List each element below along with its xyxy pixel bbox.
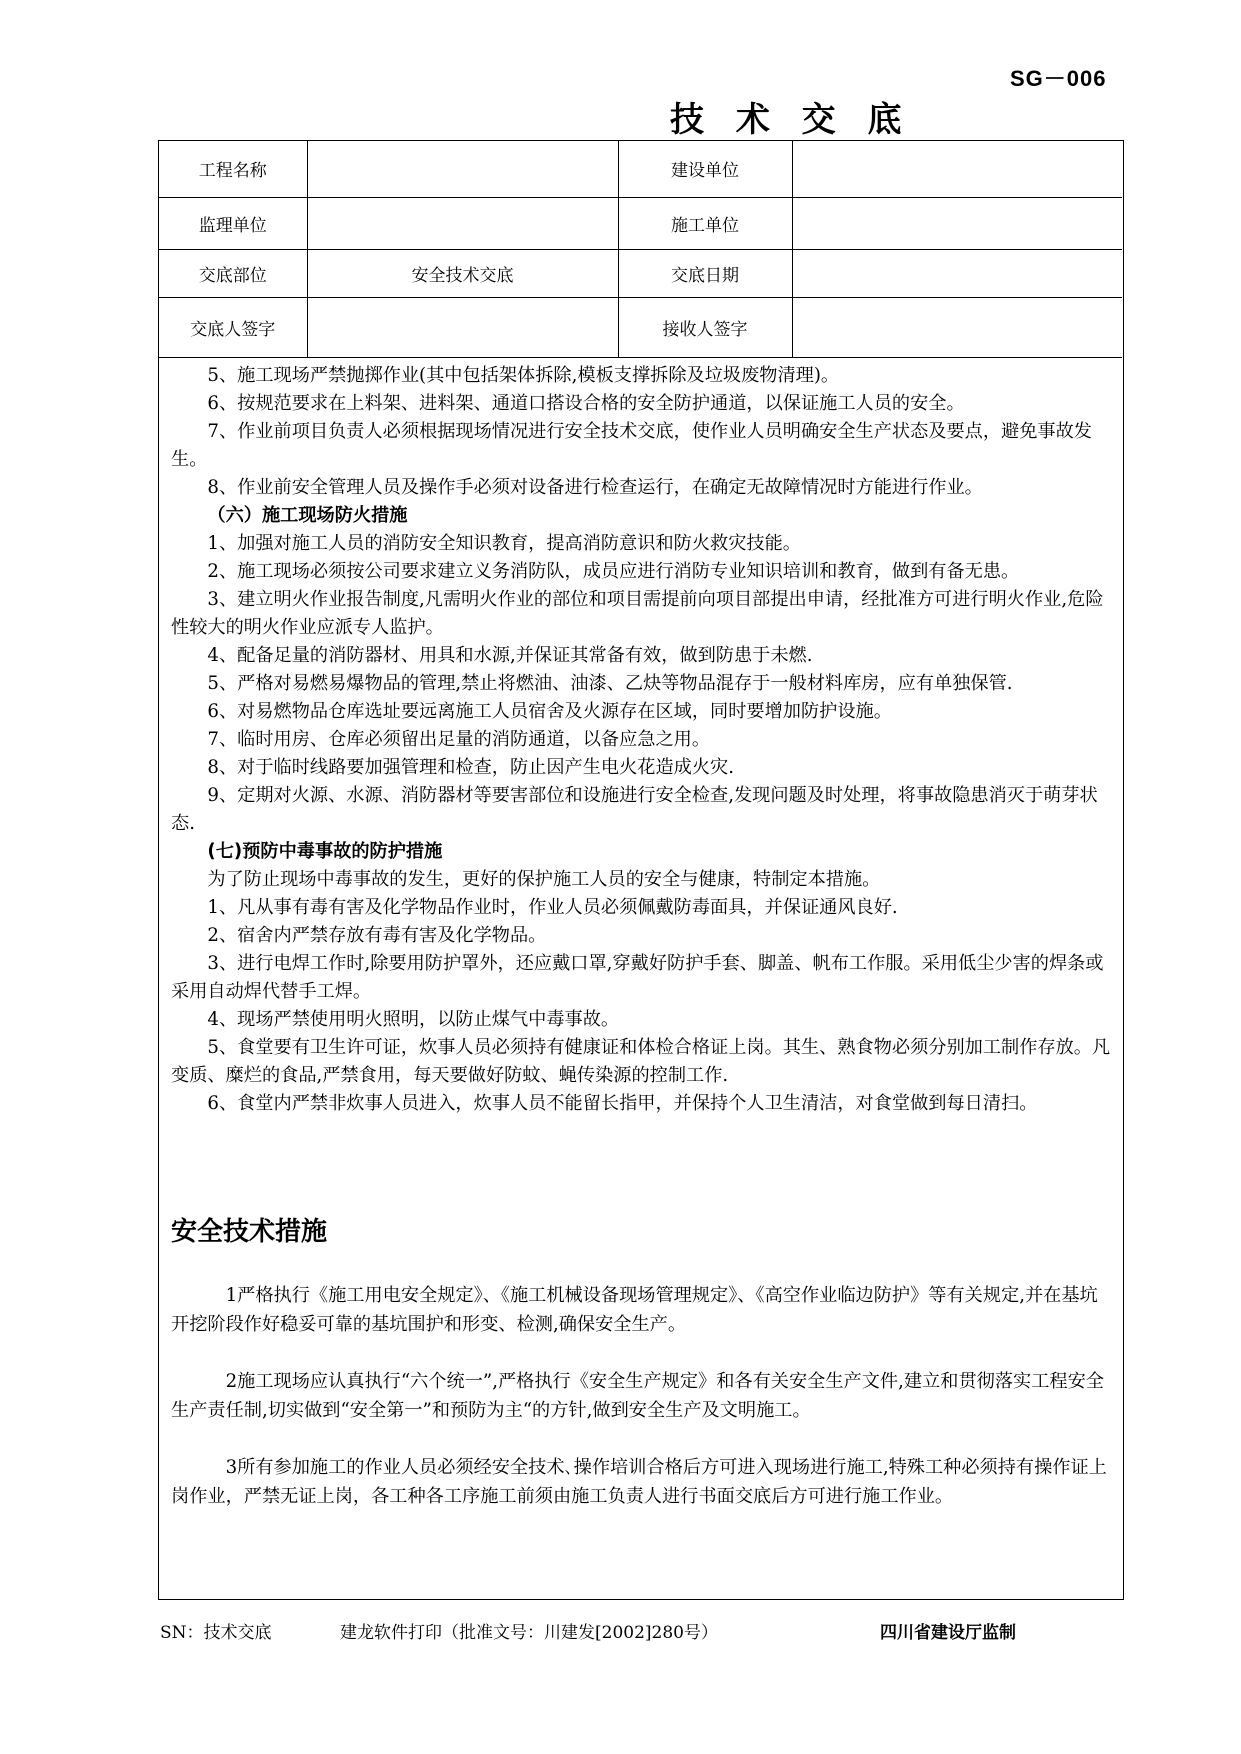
- supervisor-field[interactable]: [307, 197, 618, 249]
- builder-label: 建设单位: [618, 141, 792, 197]
- supervisor-label: 监理单位: [159, 197, 307, 249]
- paragraph: 3、建立明火作业报告制度,凡需明火作业的部位和项目需提前向项目部提出申请，经批准方可进行明火作业,危险性较大的明火作业应派专人监护。: [171, 589, 1104, 638]
- paragraph: 为了防止现场中毒事故的发生，更好的保护施工人员的安全与健康，特制定本措施。: [207, 869, 881, 890]
- project-name-field[interactable]: [307, 141, 618, 197]
- paragraph: 6、食堂内严禁非炊事人员进入，炊事人员不能留长指甲，并保持个人卫生清洁，对食堂做到每日清扫。: [207, 1093, 1038, 1114]
- header-row: [159, 297, 1122, 357]
- paragraph: 3、进行电焊工作时,除要用防护罩外，还应戴口罩,穿戴好防护手套、脚盖、帆布工作服。采用低尘少害的焊条或采用自动焊代替手工焊。: [171, 953, 1104, 1002]
- receiver-field[interactable]: [792, 297, 1122, 357]
- measure-paragraph: 2施工现场应认真执行“六个统一”,严格执行《安全生产规定》和各有关安全生产文件,建立和贯彻落实工程安全生产责任制,切实做到“安全第一”和预防为主“的方针,做到安全生产及文明施工。: [171, 1371, 1104, 1421]
- contractor-field[interactable]: [792, 197, 1122, 249]
- header-row: [159, 197, 1122, 249]
- paragraph: 6、对易燃物品仓库选址要远离施工人员宿舍及火源存在区域，同时要增加防护设施。: [207, 701, 892, 722]
- measure-paragraph: 1严格执行《施工用电安全规定》、《施工机械设备现场管理规定》、《高空作业临边防护》等有关规定,并在基坑开挖阶段作好稳妥可靠的基坑围护和形变、检测,确保安全生产。: [171, 1285, 1098, 1335]
- paragraph: 6、按规范要求在上料架、进料架、通道口搭设合格的安全防护通道，以保证施工人员的安全。: [207, 393, 965, 414]
- date-field[interactable]: [792, 249, 1122, 297]
- paragraph: 5、施工现场严禁抛掷作业(其中包括架体拆除,模板支撑拆除及垃圾废物清理)。: [207, 365, 840, 386]
- part-field[interactable]: 安全技术交底: [307, 249, 618, 297]
- paragraph: 2、宿舍内严禁存放有毒有害及化学物品。: [207, 925, 547, 946]
- paragraph: 7、临时用房、仓库必须留出足量的消防通道，以备应急之用。: [207, 729, 711, 750]
- section-heading: （六）施工现场防火措施: [207, 505, 408, 526]
- paragraph: 4、现场严禁使用明火照明，以防止煤气中毒事故。: [207, 1009, 620, 1030]
- disclosure-content: [171, 362, 1111, 1118]
- measures-content: [171, 1281, 1111, 1539]
- paragraph: 1、加强对施工人员的消防安全知识教育，提高消防意识和防火救灾技能。: [207, 533, 801, 554]
- paragraph: 8、作业前安全管理人员及操作手必须对设备进行检查运行，在确定无故障情况时方能进行作业。: [207, 477, 983, 498]
- header-row: [159, 141, 1122, 197]
- footer-print-info: 建龙软件打印（批准文号：川建发[2002]280号）: [340, 1623, 718, 1643]
- footer-sn: SN：技术交底: [160, 1623, 272, 1643]
- contractor-label: 施工单位: [618, 197, 792, 249]
- measure-paragraph: 3所有参加施工的作业人员必须经安全技术､操作培训合格后方可进入现场进行施工,特殊工种必须持有操作证上岗作业，严禁无证上岗，各工种各工序施工前须由施工负责人进行书面交底后方可进行施工作业。: [171, 1457, 1107, 1507]
- project-name-label: 工程名称: [159, 141, 307, 197]
- paragraph: 7、作业前项目负责人必须根据现场情况进行安全技术交底，使作业人员明确安全生产状态及要点，避免事故发生。: [171, 421, 1092, 470]
- measures-title: 安全技术措施: [171, 1217, 328, 1247]
- paragraph: 8、对于临时线路要加强管理和检查，防止因产生电火花造成火灾.: [207, 757, 734, 778]
- document-code: SG－006: [1010, 66, 1107, 91]
- paragraph: 1、凡从事有毒有害及化学物品作业时，作业人员必须佩戴防毒面具，并保证通风良好.: [207, 897, 898, 918]
- paragraph: 2、施工现场必须按公司要求建立义务消防队，成员应进行消防专业知识培训和教育，做到有备无患。: [207, 561, 1020, 582]
- part-label: 交底部位: [159, 249, 307, 297]
- document-title: 技 术 交 底: [670, 100, 912, 140]
- document-frame: [158, 140, 1124, 1600]
- receiver-label: 接收人签字: [618, 297, 792, 357]
- header-table: [159, 141, 1122, 358]
- paragraph: 5、严格对易燃易爆物品的管理,禁止将燃油、油漆、乙炔等物品混存于一般材料库房，应有单独保管.: [207, 673, 1013, 694]
- date-label: 交底日期: [618, 249, 792, 297]
- paragraph: 4、配备足量的消防器材、用具和水源,并保证其常备有效，做到防患于未燃.: [207, 645, 813, 666]
- builder-field[interactable]: [792, 141, 1122, 197]
- signer-field[interactable]: [307, 297, 618, 357]
- signer-label: 交底人签字: [159, 297, 307, 357]
- header-row: [159, 249, 1122, 297]
- paragraph: 5、食堂要有卫生许可证，炊事人员必须持有健康证和体检合格证上岗。其生、熟食物必须分别加工制作存放。凡变质、糜烂的食品,严禁食用，每天要做好防蚊、蝇传染源的控制工作.: [171, 1037, 1111, 1086]
- footer-supervision: 四川省建设厅监制: [880, 1623, 1016, 1643]
- paragraph: 9、定期对火源、水源、消防器材等要害部位和设施进行安全检查,发现问题及时处理，将事故隐患消灭于萌芽状态.: [171, 785, 1098, 834]
- section-heading: (七)预防中毒事故的防护措施: [207, 841, 443, 862]
